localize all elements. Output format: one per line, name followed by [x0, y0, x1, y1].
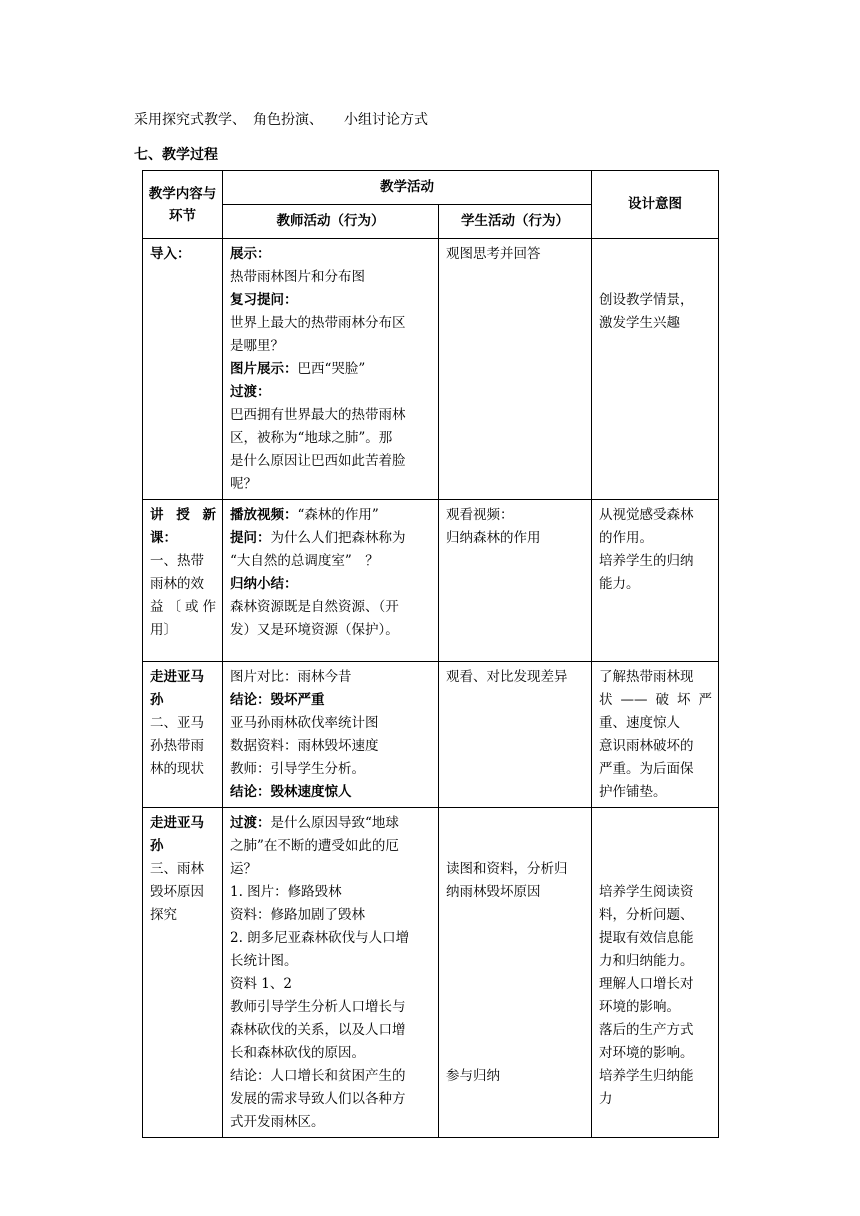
- cell-text: 二、亚马: [150, 715, 204, 731]
- cell-text: 了解热带雨林现: [599, 669, 694, 685]
- cell-text-line: [230, 619, 432, 642]
- cell-text-line: [230, 666, 432, 689]
- cell-student-activity: [439, 500, 592, 662]
- cell-text-line: [446, 243, 585, 266]
- header-content-section: [143, 171, 223, 239]
- cell-text: 图片展示：: [230, 361, 298, 377]
- line-spacer: [446, 996, 585, 1019]
- cell-text-line: [230, 243, 432, 266]
- cell-text: 运？: [230, 861, 257, 877]
- cell-text: 走进亚马: [150, 669, 204, 685]
- cell-text-line: [230, 596, 432, 619]
- cell-text-line: [446, 504, 585, 527]
- cell-text: 森林砍伐的关系，以及人口增: [230, 1022, 406, 1038]
- cell-teacher-activity: [223, 239, 439, 500]
- cell-text: 过渡：: [230, 815, 271, 831]
- cell-text: 之肺”在不断的遭受如此的厄: [230, 838, 399, 854]
- cell-text-line: [230, 427, 432, 450]
- table-row: [143, 239, 719, 500]
- cell-text-line: [150, 758, 216, 781]
- line-spacer: [446, 973, 585, 996]
- cell-design-intent: [592, 662, 719, 808]
- cell-text-line: [230, 450, 432, 473]
- cell-text: 的作用。: [599, 530, 653, 546]
- cell-text: 重、速度惊人: [599, 715, 680, 731]
- cell-text-line: [150, 666, 216, 689]
- cell-text-line: [150, 527, 216, 550]
- cell-text-line: [230, 312, 432, 335]
- cell-text-line: [599, 927, 712, 950]
- cell-teacher-activity: [223, 500, 439, 662]
- cell-text-rest: 为什么人们把森林称为: [270, 530, 406, 546]
- cell-teacher-activity: [223, 662, 439, 808]
- cell-text-line: [599, 289, 712, 312]
- cell-text: 结论：毁坏严重: [230, 692, 325, 708]
- cell-text: 力和归纳能力。: [599, 953, 694, 969]
- cell-text: 长统计图。: [230, 953, 298, 969]
- cell-text-line: [599, 1088, 712, 1111]
- cell-text: 孙: [150, 838, 164, 854]
- cell-text: 力: [599, 1091, 613, 1107]
- cell-text: 一、热带: [150, 553, 204, 569]
- cell-content-section: [143, 808, 223, 1138]
- cell-text: 培养学生阅读资: [599, 884, 694, 900]
- cell-text: 导入：: [150, 246, 191, 262]
- cell-text: 能力。: [599, 576, 640, 592]
- cell-text: 益〔或作: [150, 599, 216, 615]
- cell-text-line: [599, 527, 712, 550]
- cell-text-line: [599, 712, 712, 735]
- cell-text: 结论：毁林速度惊人: [230, 784, 352, 800]
- line-spacer: [599, 243, 712, 266]
- cell-text: 长和森林砍伐的原因。: [230, 1045, 365, 1061]
- cell-text: 资料：修路加剧了毁林: [230, 907, 365, 923]
- cell-text: 复习提问：: [230, 292, 298, 308]
- line-spacer: [599, 835, 712, 858]
- cell-text-rest: 巴西“哭脸”: [297, 361, 366, 377]
- cell-text-line: [599, 904, 712, 927]
- table-row: [143, 662, 719, 808]
- cell-text-line: [150, 858, 216, 881]
- cell-text-line: [230, 381, 432, 404]
- cell-text: 呢？: [230, 476, 257, 492]
- cell-text: 孙热带雨: [150, 738, 204, 754]
- cell-text-line: [230, 758, 432, 781]
- cell-text: 课：: [150, 530, 177, 546]
- cell-text-line: [150, 881, 216, 904]
- cell-design-intent: [592, 500, 719, 662]
- cell-text: 三、雨林: [150, 861, 204, 877]
- cell-text-line: [599, 781, 712, 804]
- cell-text-rest: “森林的作用”: [297, 507, 379, 523]
- cell-text-line: [230, 473, 432, 496]
- cell-text: 展示：: [230, 246, 271, 262]
- cell-text-line: [230, 1111, 432, 1134]
- cell-text: 读图和资料，分析归: [446, 861, 568, 877]
- cell-text-line: [150, 243, 216, 266]
- cell-text-line: [230, 1042, 432, 1065]
- cell-text: 结论：人口增长和贫困产生的: [230, 1068, 406, 1084]
- cell-text: “大自然的总调度室” ？: [230, 553, 379, 569]
- header-student-activity: 学生活动（行为）: [439, 205, 592, 239]
- cell-text-line: [599, 950, 712, 973]
- cell-text-line: [599, 735, 712, 758]
- cell-text-line: [230, 1019, 432, 1042]
- intro-text: 采用探究式教学、 角色扮演、 小组讨论方式: [134, 112, 428, 128]
- cell-design-intent: [592, 808, 719, 1138]
- cell-text: 过渡：: [230, 384, 271, 400]
- cell-text: 走进亚马: [150, 815, 204, 831]
- line-spacer: [446, 812, 585, 835]
- cell-text-line: [599, 573, 712, 596]
- cell-text-line: [446, 881, 585, 904]
- cell-text: 发展的需求导致人们以各种方: [230, 1091, 406, 1107]
- cell-text: 发）又是环境资源（保护）。: [230, 622, 399, 638]
- cell-text: 探究: [150, 907, 177, 923]
- cell-text: 意识雨林破坏的: [599, 738, 694, 754]
- line-spacer: [599, 266, 712, 289]
- cell-text-line: [230, 881, 432, 904]
- cell-text: 雨林的效: [150, 576, 204, 592]
- cell-text-line: [150, 596, 216, 619]
- cell-text: 2. 朗多尼亚森林砍伐与人口增: [230, 930, 410, 946]
- cell-text: 亚马孙雨林砍伐率统计图: [230, 715, 379, 731]
- cell-text: 对环境的影响。: [599, 1045, 694, 1061]
- cell-text: 式开发雨林区。: [230, 1114, 325, 1130]
- cell-text: 提取有效信息能: [599, 930, 694, 946]
- header-teacher-activity: 教师活动（行为）: [223, 205, 439, 239]
- cell-text-line: [230, 1065, 432, 1088]
- cell-text: 提问：: [230, 530, 271, 546]
- section-heading: 七、教学过程: [134, 147, 218, 163]
- cell-text-line: [599, 666, 712, 689]
- cell-text-line: [150, 573, 216, 596]
- line-spacer: [599, 812, 712, 835]
- cell-text: 森林资源既是自然资源、（开: [230, 599, 399, 615]
- cell-text: 归纳森林的作用: [446, 530, 541, 546]
- cell-text: 1. 图片：修路毁林: [230, 884, 342, 900]
- cell-text-line: [599, 1042, 712, 1065]
- cell-text: 数据资料：雨林毁坏速度: [230, 738, 379, 754]
- cell-text-line: [230, 858, 432, 881]
- cell-text: 归纳小结：: [230, 576, 298, 592]
- cell-text-line: [446, 527, 585, 550]
- table-row: [143, 808, 719, 1138]
- cell-content-section: [143, 239, 223, 500]
- cell-text: 热带雨林图片和分布图: [230, 269, 365, 285]
- cell-text-line: [230, 927, 432, 950]
- cell-text-line: [230, 550, 432, 573]
- cell-text: 观图思考并回答: [446, 246, 541, 262]
- cell-text-line: [599, 1019, 712, 1042]
- cell-text-line: [599, 312, 712, 335]
- cell-text: 资料 1、2: [230, 976, 292, 992]
- cell-text-line: [230, 973, 432, 996]
- cell-text-line: [446, 1065, 585, 1088]
- cell-student-activity: [439, 808, 592, 1138]
- cell-text-line: [230, 712, 432, 735]
- cell-text: 讲授新: [150, 507, 216, 523]
- line-spacer: [446, 927, 585, 950]
- cell-student-activity: [439, 239, 592, 500]
- cell-text: 培养学生归纳能: [599, 1068, 694, 1084]
- cell-text-line: [599, 689, 712, 712]
- cell-text-line: [230, 735, 432, 758]
- cell-content-section: [143, 662, 223, 808]
- line-spacer: [446, 835, 585, 858]
- cell-text-line: [230, 335, 432, 358]
- cell-text-line: [230, 904, 432, 927]
- cell-text: 料，分析问题、: [599, 907, 694, 923]
- cell-text: 激发学生兴趣: [599, 315, 680, 331]
- cell-text: 播放视频：: [230, 507, 298, 523]
- cell-text-line: [150, 735, 216, 758]
- cell-text-line: [230, 1088, 432, 1111]
- cell-text: 教师：引导学生分析。: [230, 761, 365, 777]
- cell-text: 状——破坏严: [599, 692, 712, 708]
- header-content-label: 教学内容与环节: [148, 185, 217, 224]
- cell-text-line: [599, 550, 712, 573]
- cell-text: 巴西拥有世界最大的热带雨林: [230, 407, 406, 423]
- cell-text-line: [230, 404, 432, 427]
- cell-text-line: [150, 812, 216, 835]
- cell-text-line: [150, 504, 216, 527]
- cell-text-line: [150, 904, 216, 927]
- cell-text-line: [230, 358, 432, 381]
- cell-text: 环境的影响。: [599, 999, 680, 1015]
- cell-text: 创设教学情景，: [599, 292, 694, 308]
- cell-text: 是哪里？: [230, 338, 284, 354]
- cell-text-line: [446, 666, 585, 689]
- cell-text-line: [599, 1065, 712, 1088]
- cell-text: 教师引导学生分析人口增长与: [230, 999, 406, 1015]
- cell-text-line: [150, 835, 216, 858]
- cell-text-line: [599, 973, 712, 996]
- cell-text: 观看、对比发现差异: [446, 669, 568, 685]
- cell-text: 用〕: [150, 622, 177, 638]
- cell-text: 区，被称为“地球之肺”。那: [230, 430, 393, 446]
- cell-text: 林的现状: [150, 761, 204, 777]
- cell-text: 世界上最大的热带雨林分布区: [230, 315, 406, 331]
- line-spacer: [446, 1019, 585, 1042]
- cell-design-intent: [592, 239, 719, 500]
- cell-text-line: [599, 758, 712, 781]
- line-spacer: [446, 950, 585, 973]
- cell-student-activity: [439, 662, 592, 808]
- cell-text: 观看视频：: [446, 507, 514, 523]
- teaching-process-table: [142, 170, 719, 1138]
- cell-text: 纳雨林毁坏原因: [446, 884, 541, 900]
- cell-text-line: [599, 996, 712, 1019]
- cell-text-line: [230, 689, 432, 712]
- cell-text-line: [230, 812, 432, 835]
- cell-text: 图片对比：雨林今昔: [230, 669, 352, 685]
- cell-text-line: [230, 950, 432, 973]
- cell-text: 理解人口增长对: [599, 976, 694, 992]
- cell-text: 护作铺垫。: [599, 784, 667, 800]
- cell-text-line: [230, 266, 432, 289]
- line-spacer: [446, 1042, 585, 1065]
- header-activities: 教学活动: [223, 171, 592, 205]
- cell-text: 从视觉感受森林: [599, 507, 694, 523]
- cell-teacher-activity: [223, 808, 439, 1138]
- line-spacer: [446, 904, 585, 927]
- cell-text-line: [150, 550, 216, 573]
- cell-text-line: [599, 881, 712, 904]
- cell-text-line: [150, 619, 216, 642]
- cell-text-line: [230, 527, 432, 550]
- cell-content-section: [143, 500, 223, 662]
- cell-text-line: [230, 289, 432, 312]
- cell-text-line: [446, 858, 585, 881]
- cell-text: 参与归纳: [446, 1068, 500, 1084]
- cell-text: 培养学生的归纳: [599, 553, 694, 569]
- header-design-intent: 设计意图: [592, 171, 719, 239]
- cell-text: 严重。为后面保: [599, 761, 694, 777]
- cell-text-line: [230, 835, 432, 858]
- cell-text-line: [230, 504, 432, 527]
- cell-text-line: [230, 573, 432, 596]
- cell-text: 毁坏原因: [150, 884, 204, 900]
- cell-text-rest: 是什么原因导致“地球: [270, 815, 399, 831]
- cell-text: 是什么原因让巴西如此苦着脸: [230, 453, 406, 469]
- cell-text: 孙: [150, 692, 164, 708]
- cell-text-line: [150, 689, 216, 712]
- cell-text-line: [150, 712, 216, 735]
- table-row: [143, 500, 719, 662]
- line-spacer: [599, 858, 712, 881]
- cell-text-line: [230, 781, 432, 804]
- cell-text-line: [599, 504, 712, 527]
- cell-text: 落后的生产方式: [599, 1022, 694, 1038]
- cell-text-line: [230, 996, 432, 1019]
